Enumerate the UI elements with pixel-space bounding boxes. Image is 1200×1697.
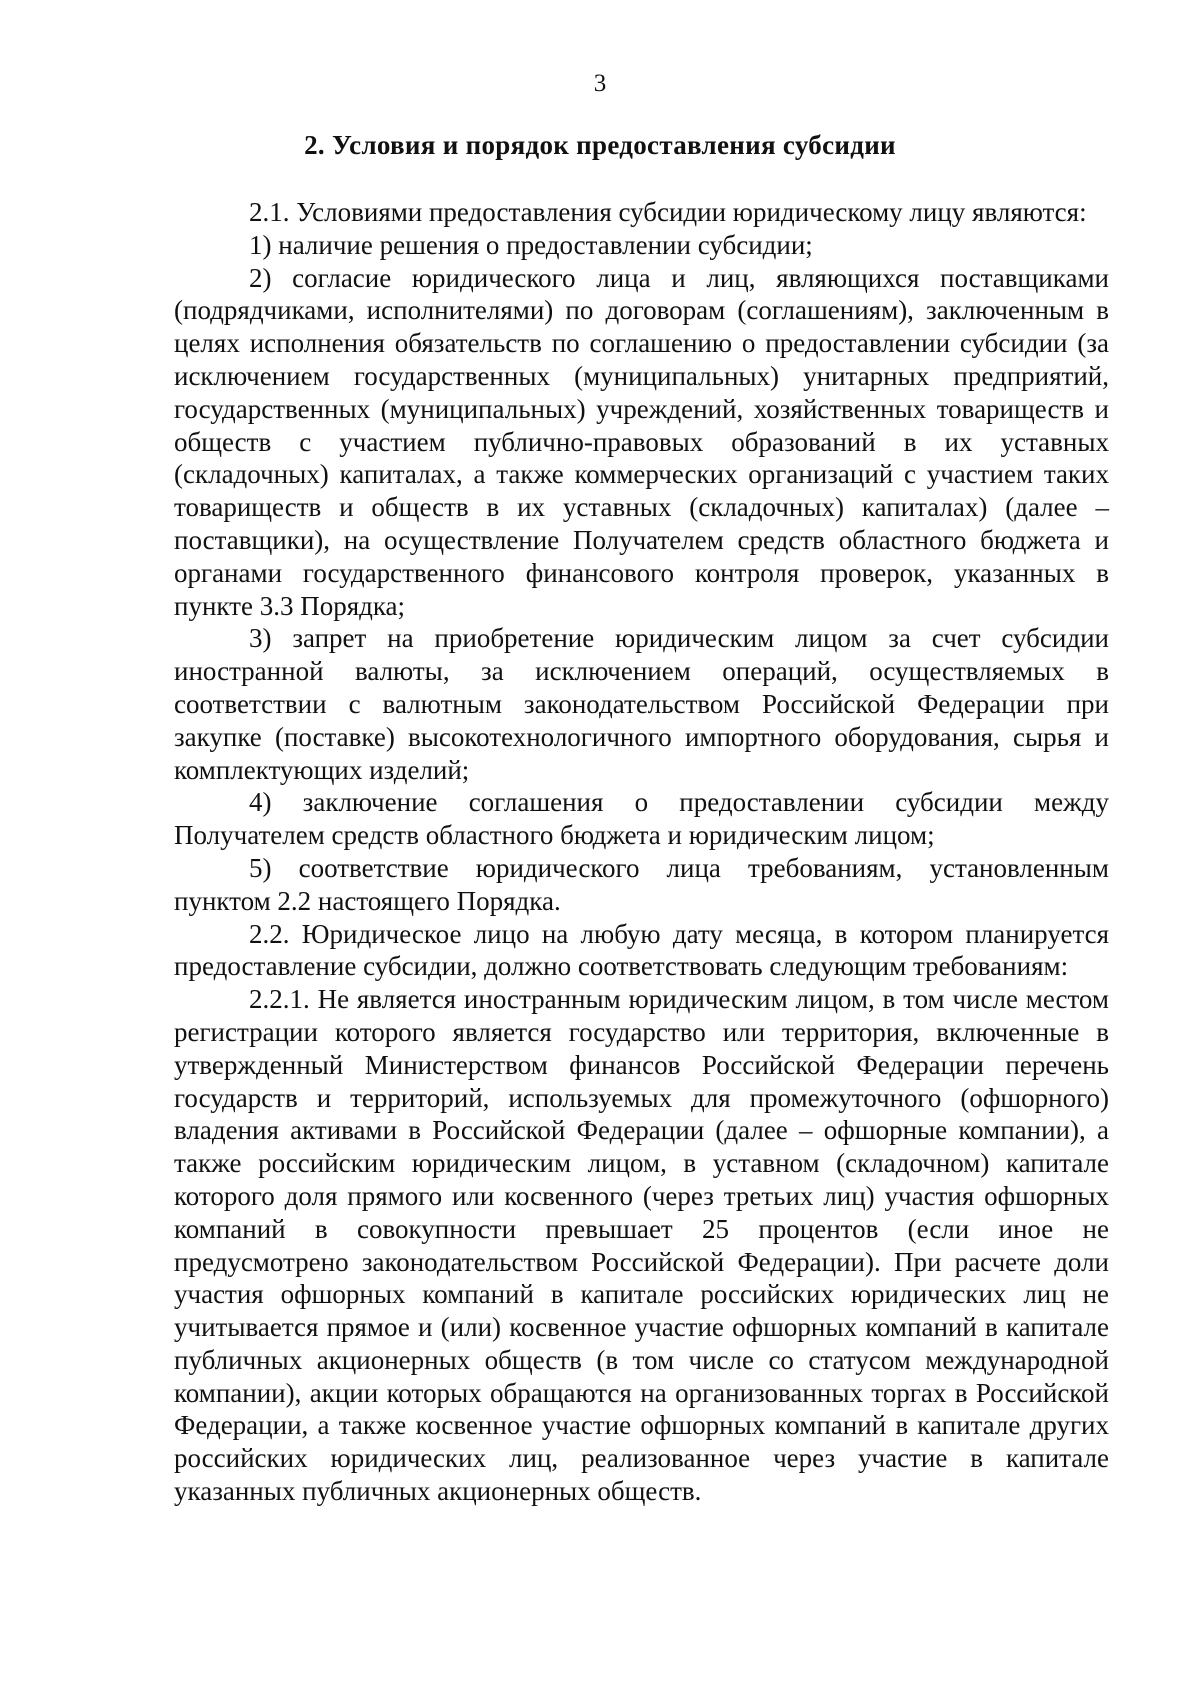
list-item-1: 1) наличие решения о предоставлении субсидии; xyxy=(249,229,813,260)
list-item-5: 5) соответствие юридического лица требованиям, установленным пунктом 2.2 настоящего Порядка. xyxy=(174,852,1109,916)
section-title: 2. Условия и порядок предоставления субсидии xyxy=(304,130,896,160)
paragraph-2-2-1: 2.2.1. Не является иностранным юридическим лицом, в том числе местом регистрации которого является государство или территория, включенные в утвержденный Министерством финансов Российской Федерации перечень государств и территорий, используемых для промежуточного (офшорного) владения активами в Российской Федерации (далее – офшорные компании), а также российским юридическим лицом, в уставном (складочном) капитале которого доля прямого или косвенного (через третьих лиц) участия офшорных компаний в совокупности превышает 25 процентов (если иное не предусмотрено законодательством Российской Федерации). При расчете доли участия офшорных компаний в капитале российских юридических лиц не учитывается прямое и (или) косвенное участие офшорных компаний в капитале публичных акционерных обществ (в том числе со статусом международной компании), акции которых обращаются на организованных торгах в Российской Федерации, а также косвенное участие офшорных компаний в капитале других российских юридических лиц, реализованное через участие в капитале указанных публичных акционерных обществ. xyxy=(174,984,1109,1507)
list-item-2: 2) согласие юридического лица и лиц, являющихся поставщиками (подрядчиками, исполнителями) по договорам (соглашениям), заключенным в целях исполнения обязательств по соглашению о предоставлении субсидии (за исключением государственных (муниципальных) унитарных предприятий, государственных (муниципальных) учреждений, хозяйственных товариществ и обществ с участием публично-правовых образований в их уставных (складочных) капиталах, а также коммерческих организаций с участием таких товариществ и обществ в их уставных (складочных) капиталах) (далее – поставщики), на осуществление Получателем средств областного бюджета и органами государственного финансового контроля проверок, указанных в пункте 3.3 Порядка; xyxy=(174,262,1109,621)
paragraph-2-2: 2.2. Юридическое лицо на любую дату месяца, в котором планируется предоставление субсидии, должно соответствовать следующим требованиям: xyxy=(174,918,1109,982)
document-body xyxy=(174,196,1109,1508)
paragraph-2-1: 2.1. Условиями предоставления субсидии юридическому лицу являются: xyxy=(249,197,1087,227)
list-item-4: 4) заключение соглашения о предоставлении субсидии между Получателем средств областного бюджета и юридическим лицом; xyxy=(174,787,1109,851)
list-item-3: 3) запрет на приобретение юридическим лицом за счет субсидии иностранной валюты, за исключением операций, осуществляемых в соответствии с валютным законодательством Российской Федерации при закупке (поставке) высокотехнологичного импортного оборудования, сырья и комплектующих изделий; xyxy=(174,623,1109,785)
page-number: 3 xyxy=(593,70,607,97)
